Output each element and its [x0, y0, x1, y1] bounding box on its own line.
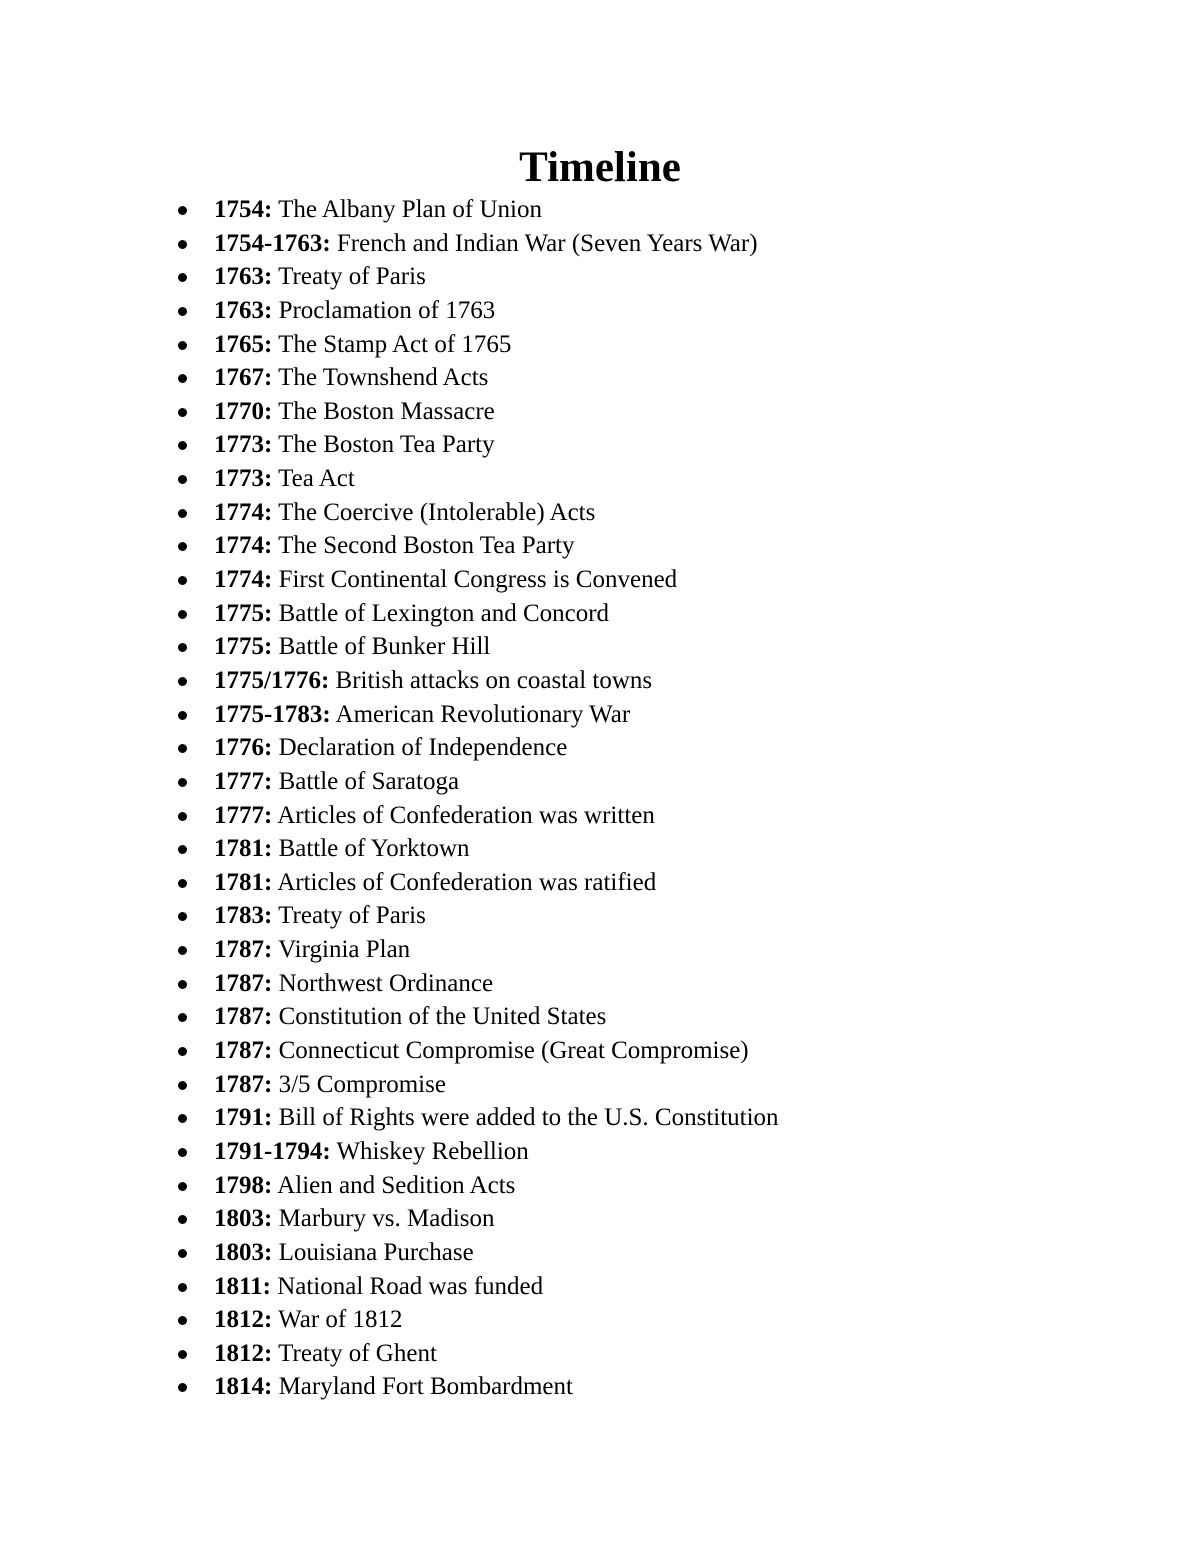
timeline-event: Battle of Yorktown	[272, 835, 470, 863]
timeline-item	[176, 428, 779, 462]
timeline-item	[176, 260, 779, 294]
bullet-icon	[178, 643, 187, 652]
bullet-icon	[178, 542, 187, 551]
timeline-year: 1763:	[214, 263, 273, 291]
timeline-event: The Stamp Act of 1765	[272, 330, 512, 358]
timeline-year: 1774:	[214, 532, 273, 560]
bullet-icon	[178, 1047, 187, 1056]
timeline-year: 1812:	[214, 1339, 273, 1367]
timeline-year: 1777:	[214, 767, 273, 795]
timeline-item	[176, 1270, 779, 1304]
timeline-event: The Coercive (Intolerable) Acts	[272, 498, 596, 526]
timeline-year: 1812:	[214, 1306, 273, 1334]
bullet-icon	[178, 1148, 187, 1157]
timeline-event: French and Indian War (Seven Years War)	[330, 229, 758, 257]
bullet-icon	[178, 1081, 187, 1090]
timeline-event: Battle of Bunker Hill	[272, 633, 491, 661]
bullet-icon	[178, 610, 187, 619]
timeline-item	[176, 799, 779, 833]
timeline-event: Marbury vs. Madison	[272, 1205, 495, 1233]
timeline-item	[176, 899, 779, 933]
timeline-item	[176, 193, 779, 227]
timeline-item	[176, 698, 779, 732]
bullet-icon	[178, 812, 187, 821]
bullet-icon	[178, 1283, 187, 1292]
timeline-event: War of 1812	[272, 1306, 403, 1334]
timeline-event: British attacks on coastal towns	[329, 666, 653, 694]
timeline-item	[176, 1101, 779, 1135]
timeline-item	[176, 765, 779, 799]
timeline-year: 1773:	[214, 431, 273, 459]
timeline-item	[176, 1000, 779, 1034]
bullet-icon	[178, 1316, 187, 1325]
timeline-item	[176, 630, 779, 664]
timeline-year: 1787:	[214, 936, 273, 964]
timeline-item	[176, 1068, 779, 1102]
bullet-icon	[178, 273, 187, 282]
timeline-year: 1754-1763:	[214, 229, 331, 257]
timeline-item	[176, 1370, 779, 1404]
timeline-item	[176, 227, 779, 261]
timeline-event: Northwest Ordinance	[272, 969, 494, 997]
bullet-icon	[178, 912, 187, 921]
timeline-year: 1814:	[214, 1373, 273, 1401]
timeline-item	[176, 328, 779, 362]
timeline-item	[176, 1169, 779, 1203]
bullet-icon	[178, 677, 187, 686]
bullet-icon	[178, 240, 187, 249]
bullet-icon	[178, 1013, 187, 1022]
timeline-year: 1767:	[214, 364, 273, 392]
timeline-year: 1787:	[214, 1037, 273, 1065]
timeline-year: 1791-1794:	[214, 1137, 331, 1165]
timeline-item	[176, 1337, 779, 1371]
timeline-year: 1777:	[214, 801, 273, 829]
bullet-icon	[178, 341, 187, 350]
timeline-item	[176, 294, 779, 328]
bullet-icon	[178, 509, 187, 518]
timeline-year: 1774:	[214, 498, 273, 526]
timeline-year: 1775-1783:	[214, 700, 331, 728]
bullet-icon	[178, 1215, 187, 1224]
timeline-event: Bill of Rights were added to the U.S. Constitution	[272, 1104, 779, 1132]
bullet-icon	[178, 1114, 187, 1123]
bullet-icon	[178, 576, 187, 585]
timeline-event: Declaration of Independence	[272, 734, 568, 762]
timeline-event: Whiskey Rebellion	[330, 1137, 529, 1165]
timeline-year: 1803:	[214, 1205, 273, 1233]
bullet-icon	[178, 441, 187, 450]
timeline-event: The Boston Massacre	[272, 397, 495, 425]
timeline-item	[176, 395, 779, 429]
bullet-icon	[178, 1383, 187, 1392]
timeline-event: National Road was funded	[270, 1272, 544, 1300]
timeline-year: 1787:	[214, 969, 273, 997]
timeline-event: Battle of Saratoga	[272, 767, 460, 795]
timeline-item	[176, 731, 779, 765]
timeline-event: Articles of Confederation was written	[272, 801, 655, 829]
bullet-icon	[178, 475, 187, 484]
timeline-year: 1765:	[214, 330, 273, 358]
timeline-item	[176, 967, 779, 1001]
timeline-year: 1774:	[214, 566, 273, 594]
bullet-icon	[178, 1249, 187, 1258]
bullet-icon	[178, 778, 187, 787]
timeline-year: 1770:	[214, 397, 273, 425]
timeline-event: Battle of Lexington and Concord	[272, 599, 610, 627]
timeline-item	[176, 597, 779, 631]
page-title: Timeline	[519, 144, 681, 191]
timeline-item	[176, 496, 779, 530]
timeline-event: 3/5 Compromise	[272, 1070, 446, 1098]
timeline-year: 1773:	[214, 465, 273, 493]
timeline-year: 1754:	[214, 196, 273, 223]
timeline-year: 1781:	[214, 835, 273, 863]
timeline-year: 1791:	[214, 1104, 273, 1132]
timeline-year: 1787:	[214, 1070, 273, 1098]
timeline-event: Treaty of Paris	[272, 263, 426, 291]
timeline-year: 1787:	[214, 1003, 273, 1031]
timeline-event: First Continental Congress is Convened	[272, 566, 678, 594]
timeline-item	[176, 462, 779, 496]
timeline-event: Alien and Sedition Acts	[272, 1171, 516, 1199]
timeline-item	[176, 866, 779, 900]
bullet-icon	[178, 711, 187, 720]
bullet-icon	[178, 879, 187, 888]
timeline-item	[176, 1303, 779, 1337]
timeline-year: 1776:	[214, 734, 273, 762]
timeline-event: American Revolutionary War	[330, 700, 631, 728]
timeline-event: Virginia Plan	[272, 936, 411, 964]
timeline-item	[176, 563, 779, 597]
bullet-icon	[178, 374, 187, 383]
timeline-list	[176, 193, 779, 1404]
bullet-icon	[178, 946, 187, 955]
timeline-event: Articles of Confederation was ratified	[272, 868, 657, 896]
timeline-event: Tea Act	[272, 465, 355, 493]
timeline-item	[176, 832, 779, 866]
timeline-year: 1775:	[214, 633, 273, 661]
bullet-icon	[178, 206, 187, 215]
bullet-icon	[178, 307, 187, 316]
timeline-item	[176, 1034, 779, 1068]
timeline-year: 1781:	[214, 868, 273, 896]
bullet-icon	[178, 1350, 187, 1359]
bullet-icon	[178, 980, 187, 989]
timeline-event: The Albany Plan of Union	[272, 196, 542, 223]
timeline-event: Maryland Fort Bombardment	[272, 1373, 573, 1401]
bullet-icon	[178, 744, 187, 753]
bullet-icon	[178, 845, 187, 854]
timeline-year: 1775/1776:	[214, 666, 330, 694]
timeline-item	[176, 933, 779, 967]
timeline-event: Constitution of the United States	[272, 1003, 607, 1031]
timeline-event: The Boston Tea Party	[272, 431, 495, 459]
timeline-item	[176, 664, 779, 698]
timeline-event: Louisiana Purchase	[272, 1238, 474, 1266]
timeline-event: The Second Boston Tea Party	[272, 532, 575, 560]
timeline-year: 1763:	[214, 296, 273, 324]
timeline-year: 1803:	[214, 1238, 273, 1266]
timeline-item	[176, 1135, 779, 1169]
bullet-icon	[178, 1182, 187, 1191]
timeline-item	[176, 1236, 779, 1270]
timeline-year: 1798:	[214, 1171, 273, 1199]
timeline-event: Proclamation of 1763	[272, 296, 496, 324]
timeline-event: Treaty of Paris	[272, 902, 426, 930]
bullet-icon	[178, 408, 187, 417]
timeline-year: 1811:	[214, 1272, 271, 1300]
timeline-event: Connecticut Compromise (Great Compromise)	[272, 1037, 749, 1065]
timeline-year: 1775:	[214, 599, 273, 627]
timeline-event: The Townshend Acts	[272, 364, 489, 392]
timeline-item	[176, 361, 779, 395]
timeline-item	[176, 1202, 779, 1236]
timeline-year: 1783:	[214, 902, 273, 930]
timeline-event: Treaty of Ghent	[272, 1339, 437, 1367]
timeline-item	[176, 529, 779, 563]
